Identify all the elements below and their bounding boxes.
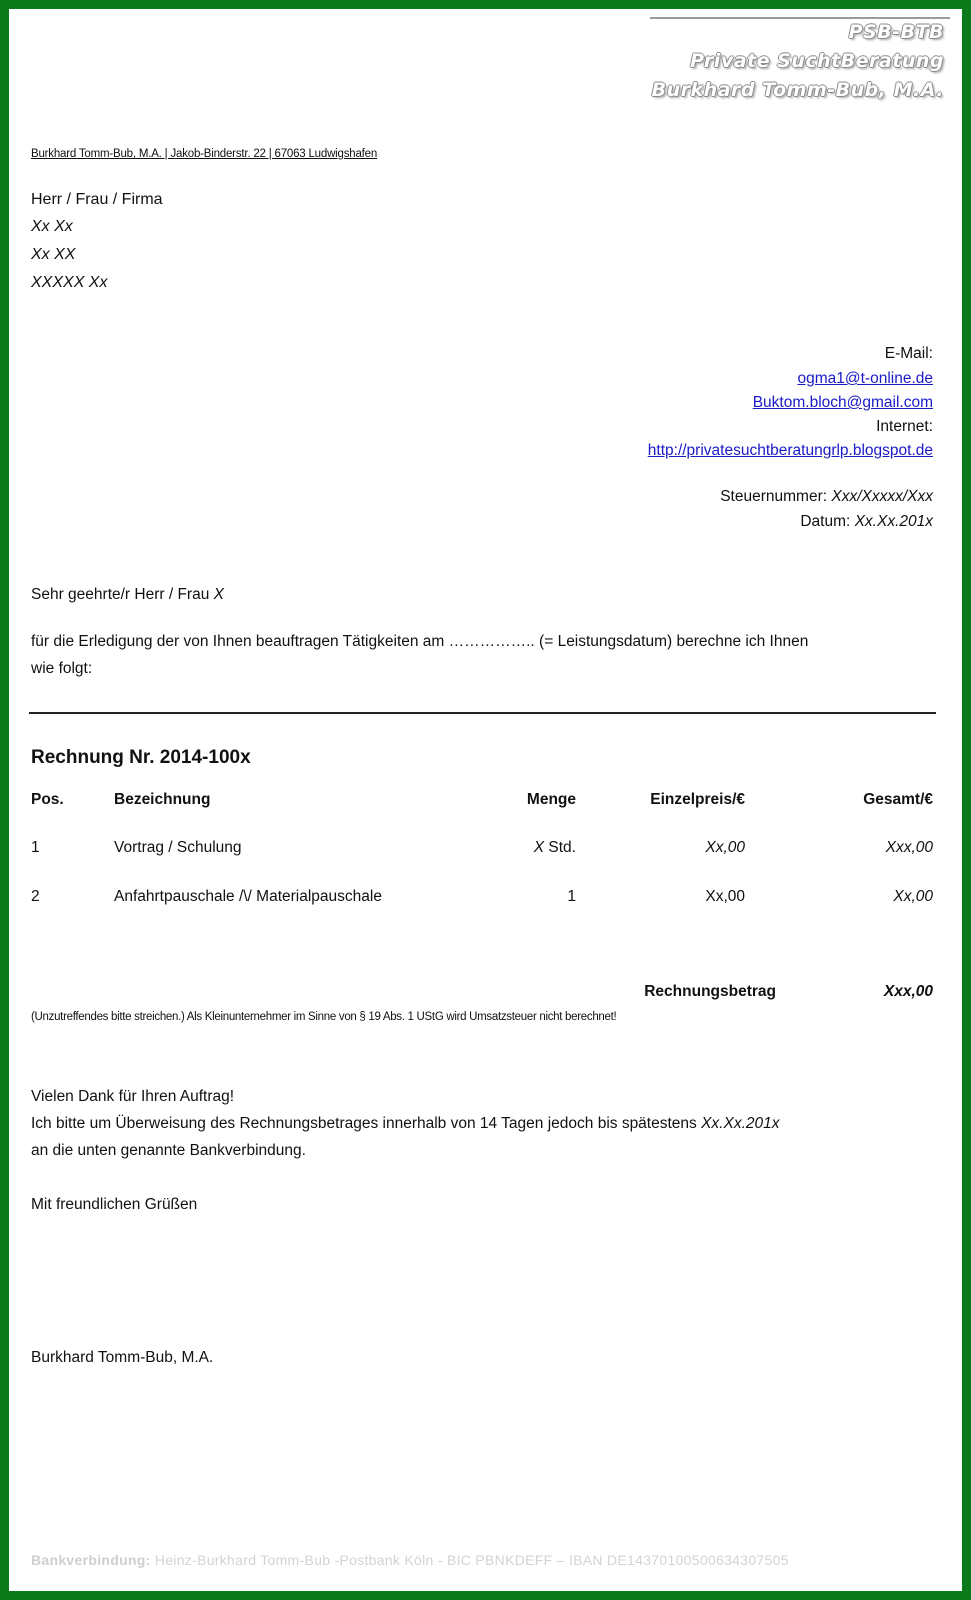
recipient-city: XXXXX Xx [31,274,108,291]
bank-text: Heinz-Burkhard Tomm-Bub -Postbank Köln - BIC PBNKDEFF – IBAN DE14370100500634307505 [150,1552,789,1568]
internet-label: Internet: [876,418,933,435]
invoice-date [800,513,933,531]
invoice-title: Rechnung Nr. 2014-100x [31,747,251,768]
col-header-total: Gesamt/€ [863,791,933,808]
row-unit-price: Xx,00 [705,839,745,856]
recipient-street: Xx XX [31,246,76,263]
greeting-name: X [213,586,224,603]
email-label: E-Mail: [884,345,933,362]
col-header-qty: Menge [526,791,576,808]
thanks-line: Vielen Dank für Ihren Auftrag! [31,1088,235,1105]
tax-value: Xxx/Xxxxx/Xxx [831,488,933,505]
row-qty [534,839,576,857]
bank-details-footer [31,1552,789,1568]
row-pos: 1 [31,839,40,856]
tax-note: (Unzutreffendes bitte streichen.) Als Kleinunternehmer im Sinne von § 19 Abs. 1 UStG wird Umsatzsteuer nicht berechnet! [31,1011,617,1023]
sum-label: Rechnungsbetrag [644,983,776,1000]
tax-label: Steuernummer: [720,488,832,505]
letterhead-line3: Burkhard Tomm-Bub, M.A. [651,79,944,101]
row-qty-unit: Std. [544,839,576,856]
transfer-line-2: an die unten genannte Bankverbindung. [31,1142,306,1159]
letterhead-line1: PSB-BTB [848,21,944,43]
col-header-desc: Bezeichnung [114,791,211,808]
email-link-2[interactable]: Buktom.bloch@gmail.com [752,394,933,411]
email-link-1[interactable]: ogma1@t-online.de [797,370,933,387]
website-link[interactable]: http://privatesuchtberatungrlp.blogspot.de [647,442,933,459]
col-header-unit: Einzelpreis/€ [650,791,745,808]
row-desc: Vortrag / Schulung [114,839,242,856]
signature-name: Burkhard Tomm-Bub, M.A. [31,1349,214,1366]
row-total: Xx,00 [893,888,933,905]
divider-rule [29,712,936,714]
row-pos: 2 [31,888,40,905]
date-value: Xx.Xx.201x [854,513,933,530]
transfer-line-1 [31,1115,780,1133]
row-qty: 1 [567,888,576,905]
letterhead-line2: Private SuchtBeratung [690,50,944,72]
row-desc: Anfahrtpauschale /\/ Materialpauschale [114,888,382,905]
col-header-pos: Pos. [31,791,64,808]
transfer-date: Xx.Xx.201x [701,1115,780,1132]
tax-number [720,488,933,506]
intro-line-2: wie folgt: [31,660,93,677]
intro-line-1: für die Erledigung der von Ihnen beauftragen Tätigkeiten am …………….. (= Leistungsdatum) berechne ich Ihnen [31,633,809,650]
sum-value: Xxx,00 [883,983,933,1000]
invoice-page [9,9,962,1591]
greeting-prefix: Sehr geehrte/r Herr / Frau [31,586,214,603]
transfer-prefix: Ich bitte um Überweisung des Rechnungsbetrages innerhalb von 14 Tagen jedoch bis spätestens [31,1115,702,1132]
sender-address-line: Burkhard Tomm-Bub, M.A. | Jakob-Binderstr. 22 | 67063 Ludwigshafen [31,148,378,160]
greeting [31,586,224,604]
row-total: Xxx,00 [885,839,933,856]
recipient-salutation: Herr / Frau / Firma [31,191,163,208]
row-qty-var: X [533,839,545,856]
date-label: Datum: [800,513,855,530]
row-unit-price: Xx,00 [705,888,745,905]
regards-line: Mit freundlichen Grüßen [31,1196,198,1213]
letterhead-rule [650,17,950,19]
bank-label: Bankverbindung: [31,1552,151,1568]
recipient-name: Xx Xx [31,218,73,235]
